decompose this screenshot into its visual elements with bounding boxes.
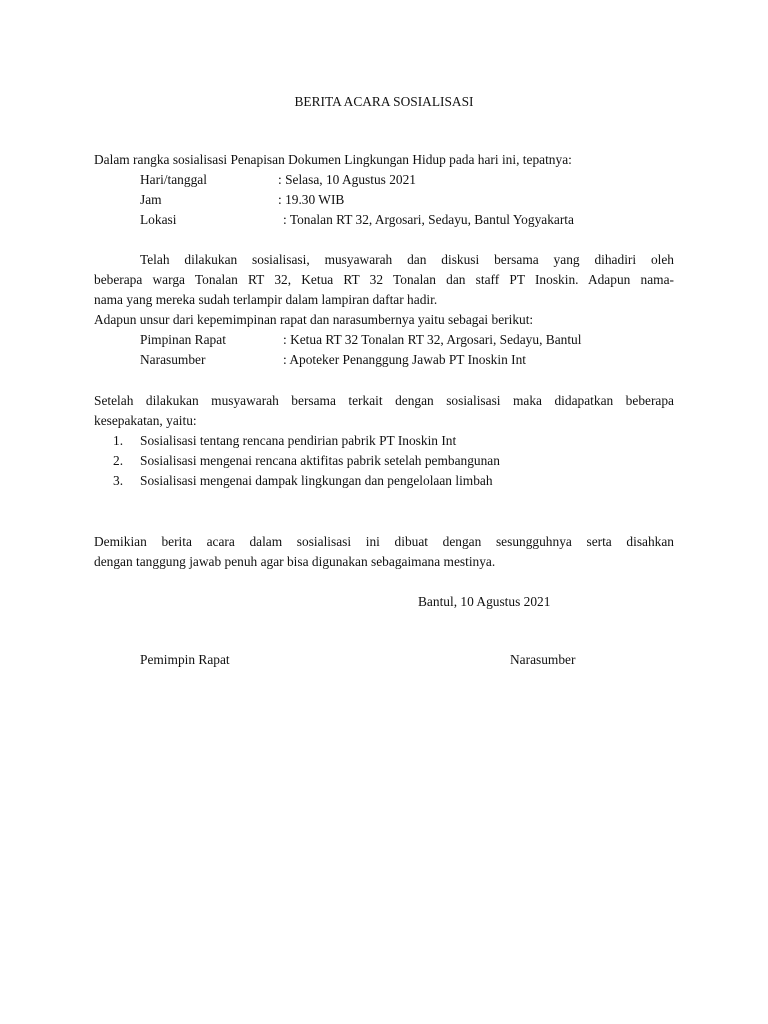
leadership-value-speaker: : Apoteker Penanggung Jawab PT Inoskin Int [283, 352, 526, 367]
signature-label-speaker: Narasumber [510, 652, 576, 667]
list-item-number: 1. [113, 433, 124, 448]
detail-label-date: Hari/tanggal [140, 172, 207, 187]
paragraph-line: nama yang mereka sudah terlampir dalam lampiran daftar hadir. [94, 292, 438, 307]
paragraph-line: dengan tanggung jawab penuh agar bisa digunakan sebagaimana mestinya. [94, 554, 496, 569]
list-item-number: 3. [113, 473, 124, 488]
list-item: Sosialisasi mengenai rencana aktifitas pabrik setelah pembangunan [140, 453, 500, 468]
detail-value-date: : Selasa, 10 Agustus 2021 [278, 172, 416, 187]
document-title: BERITA ACARA SOSIALISASI [294, 94, 474, 109]
detail-label-location: Lokasi [140, 212, 177, 227]
list-item-number: 2. [113, 453, 124, 468]
detail-label-time: Jam [140, 192, 162, 207]
paragraph-line: Telah dilakukan sosialisasi, musyawarah dan diskusi bersama yang dihadiri oleh [140, 252, 674, 267]
place-date: Bantul, 10 Agustus 2021 [418, 594, 551, 609]
leadership-value-chair: : Ketua RT 32 Tonalan RT 32, Argosari, Sedayu, Bantul [283, 332, 582, 347]
leadership-intro: Adapun unsur dari kepemimpinan rapat dan narasumbernya yaitu sebagai berikut: [94, 312, 534, 327]
detail-value-time: : 19.30 WIB [278, 192, 345, 207]
detail-value-location: : Tonalan RT 32, Argosari, Sedayu, Bantul Yogyakarta [283, 212, 574, 227]
signature-label-chair: Pemimpin Rapat [140, 652, 230, 667]
leadership-label-speaker: Narasumber [140, 352, 206, 367]
leadership-label-chair: Pimpinan Rapat [140, 332, 226, 347]
intro-text: Dalam rangka sosialisasi Penapisan Dokumen Lingkungan Hidup pada hari ini, tepatnya: [94, 152, 572, 167]
paragraph-line: beberapa warga Tonalan RT 32, Ketua RT 32 Tonalan dan staff PT Inoskin. Adapun nama- [94, 272, 674, 287]
list-item: Sosialisasi tentang rencana pendirian pabrik PT Inoskin Int [140, 433, 457, 448]
paragraph-line: kesepakatan, yaitu: [94, 413, 197, 428]
paragraph-line: Demikian berita acara dalam sosialisasi ini dibuat dengan sesungguhnya serta disahkan [94, 534, 674, 549]
list-item: Sosialisasi mengenai dampak lingkungan dan pengelolaan limbah [140, 473, 493, 488]
paragraph-line: Setelah dilakukan musyawarah bersama terkait dengan sosialisasi maka didapatkan beberapa [94, 393, 674, 408]
